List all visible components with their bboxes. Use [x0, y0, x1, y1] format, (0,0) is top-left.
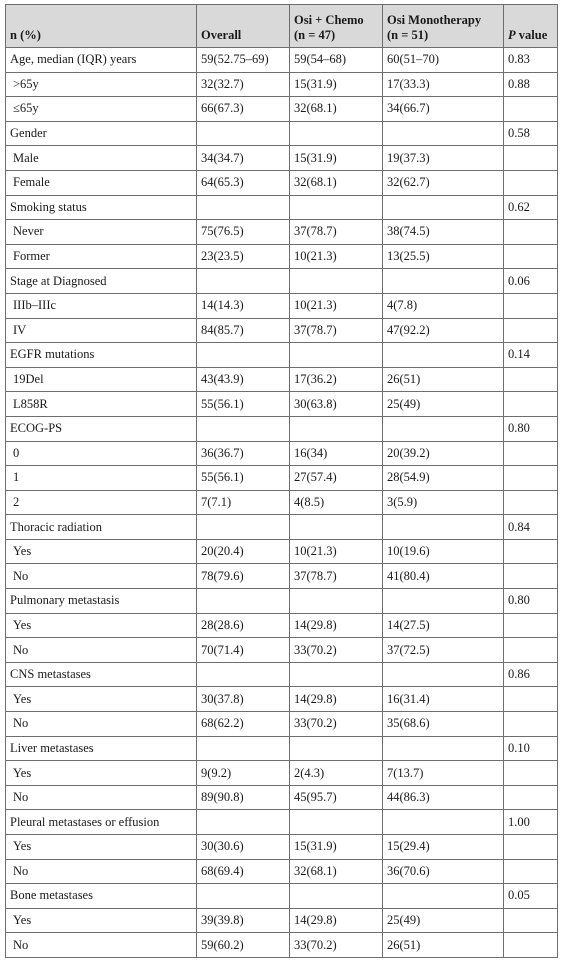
- cell-osi-mono: [383, 589, 504, 614]
- cell-variable: Yes: [6, 908, 197, 933]
- cell-overall: [197, 269, 290, 294]
- cell-osi-mono: 38(74.5): [383, 220, 504, 245]
- header-osi-chemo-line2: (n = 47): [294, 28, 336, 42]
- cell-p-value: [504, 97, 558, 122]
- cell-osi-mono: [383, 195, 504, 220]
- cell-osi-chemo: 17(36.2): [290, 367, 383, 392]
- cell-variable: IV: [6, 318, 197, 343]
- cell-osi-chemo: 14(29.8): [290, 687, 383, 712]
- subgroup-row: [6, 613, 558, 638]
- cell-osi-chemo: 15(31.9): [290, 146, 383, 171]
- cell-p-value: 0.58: [504, 121, 558, 146]
- cell-osi-mono: 36(70.6): [383, 859, 504, 884]
- cell-overall: 7(7.1): [197, 490, 290, 515]
- cell-p-value: [504, 392, 558, 417]
- cell-osi-mono: 25(49): [383, 392, 504, 417]
- cell-variable: Stage at Diagnosed: [6, 269, 197, 294]
- cell-osi-mono: [383, 736, 504, 761]
- cell-p-value: 0.88: [504, 72, 558, 97]
- cell-variable: Age, median (IQR) years: [6, 48, 197, 73]
- cell-p-value: 0.62: [504, 195, 558, 220]
- cell-osi-mono: 4(7.8): [383, 293, 504, 318]
- cell-p-value: 0.83: [504, 48, 558, 73]
- cell-overall: 28(28.6): [197, 613, 290, 638]
- cell-variable: Pulmonary metastasis: [6, 589, 197, 614]
- cell-variable: Bone metastases: [6, 884, 197, 909]
- cell-overall: 68(69.4): [197, 859, 290, 884]
- cell-p-value: [504, 638, 558, 663]
- cell-variable: No: [6, 712, 197, 737]
- cell-p-value: [504, 687, 558, 712]
- cell-osi-mono: 17(33.3): [383, 72, 504, 97]
- cell-variable: No: [6, 564, 197, 589]
- cell-variable: Liver metastases: [6, 736, 197, 761]
- cell-osi-mono: 32(62.7): [383, 170, 504, 195]
- cell-variable: ECOG-PS: [6, 416, 197, 441]
- cell-p-value: 0.80: [504, 416, 558, 441]
- cell-osi-mono: 3(5.9): [383, 490, 504, 515]
- cell-osi-mono: 19(37.3): [383, 146, 504, 171]
- subgroup-row: [6, 638, 558, 663]
- cell-overall: [197, 662, 290, 687]
- cell-osi-chemo: 15(31.9): [290, 835, 383, 860]
- cell-variable: No: [6, 638, 197, 663]
- cell-p-value: [504, 318, 558, 343]
- cell-variable: 2: [6, 490, 197, 515]
- cell-overall: [197, 416, 290, 441]
- cell-osi-mono: 16(31.4): [383, 687, 504, 712]
- category-row: [6, 195, 558, 220]
- cell-overall: [197, 121, 290, 146]
- cell-osi-mono: 34(66.7): [383, 97, 504, 122]
- subgroup-row: [6, 244, 558, 269]
- cell-osi-chemo: 33(70.2): [290, 638, 383, 663]
- header-osi-mono-line1: Osi Monotherapy: [387, 13, 482, 27]
- category-row: [6, 662, 558, 687]
- cell-p-value: [504, 785, 558, 810]
- cell-variable: L858R: [6, 392, 197, 417]
- cell-variable: IIIb–IIIc: [6, 293, 197, 318]
- cell-overall: 70(71.4): [197, 638, 290, 663]
- cell-osi-mono: 44(86.3): [383, 785, 504, 810]
- cell-osi-mono: 37(72.5): [383, 638, 504, 663]
- cell-osi-mono: 15(29.4): [383, 835, 504, 860]
- subgroup-row: [6, 539, 558, 564]
- cell-overall: 36(36.7): [197, 441, 290, 466]
- cell-osi-mono: 7(13.7): [383, 761, 504, 786]
- cell-variable: CNS metastases: [6, 662, 197, 687]
- cell-overall: 14(14.3): [197, 293, 290, 318]
- header-osi-monotherapy: [383, 5, 504, 48]
- cell-osi-chemo: [290, 269, 383, 294]
- cell-overall: [197, 515, 290, 540]
- category-row: [6, 810, 558, 835]
- cell-osi-chemo: [290, 736, 383, 761]
- cell-osi-chemo: 32(68.1): [290, 170, 383, 195]
- subgroup-row: [6, 367, 558, 392]
- category-row: [6, 48, 558, 73]
- cell-p-value: [504, 244, 558, 269]
- cell-variable: No: [6, 933, 197, 958]
- cell-variable: Gender: [6, 121, 197, 146]
- cell-osi-chemo: 10(21.3): [290, 539, 383, 564]
- cell-p-value: [504, 490, 558, 515]
- cell-variable: No: [6, 785, 197, 810]
- cell-variable: Male: [6, 146, 197, 171]
- baseline-characteristics-table-container: [5, 4, 557, 958]
- header-variable: n (%): [6, 5, 197, 48]
- header-row: [6, 5, 558, 48]
- cell-osi-mono: [383, 121, 504, 146]
- cell-osi-mono: 41(80.4): [383, 564, 504, 589]
- header-osi-mono-line2: (n = 51): [387, 28, 429, 42]
- cell-p-value: [504, 908, 558, 933]
- category-row: [6, 589, 558, 614]
- cell-p-value: [504, 466, 558, 491]
- cell-osi-chemo: 37(78.7): [290, 564, 383, 589]
- cell-p-value: [504, 441, 558, 466]
- cell-overall: 59(52.75–69): [197, 48, 290, 73]
- cell-osi-chemo: 14(29.8): [290, 908, 383, 933]
- cell-osi-mono: [383, 343, 504, 368]
- cell-osi-chemo: [290, 195, 383, 220]
- cell-osi-mono: 14(27.5): [383, 613, 504, 638]
- header-overall: Overall: [197, 5, 290, 48]
- cell-osi-mono: 13(25.5): [383, 244, 504, 269]
- category-row: [6, 343, 558, 368]
- cell-overall: 30(30.6): [197, 835, 290, 860]
- cell-overall: 39(39.8): [197, 908, 290, 933]
- cell-variable: ≤65y: [6, 97, 197, 122]
- cell-osi-chemo: [290, 662, 383, 687]
- cell-p-value: [504, 564, 558, 589]
- subgroup-row: [6, 785, 558, 810]
- cell-osi-chemo: 59(54–68): [290, 48, 383, 73]
- cell-p-value: 0.06: [504, 269, 558, 294]
- cell-variable: >65y: [6, 72, 197, 97]
- cell-variable: EGFR mutations: [6, 343, 197, 368]
- cell-p-value: [504, 146, 558, 171]
- cell-variable: 19Del: [6, 367, 197, 392]
- subgroup-row: [6, 908, 558, 933]
- cell-p-value: [504, 539, 558, 564]
- cell-overall: 34(34.7): [197, 146, 290, 171]
- category-row: [6, 269, 558, 294]
- cell-p-value: [504, 859, 558, 884]
- cell-overall: 75(76.5): [197, 220, 290, 245]
- cell-osi-chemo: [290, 589, 383, 614]
- subgroup-row: [6, 761, 558, 786]
- category-row: [6, 515, 558, 540]
- cell-p-value: [504, 613, 558, 638]
- cell-overall: [197, 884, 290, 909]
- category-row: [6, 416, 558, 441]
- cell-overall: 84(85.7): [197, 318, 290, 343]
- cell-osi-chemo: 33(70.2): [290, 712, 383, 737]
- subgroup-row: [6, 170, 558, 195]
- cell-overall: [197, 195, 290, 220]
- cell-variable: Yes: [6, 687, 197, 712]
- cell-variable: Yes: [6, 539, 197, 564]
- cell-overall: 68(62.2): [197, 712, 290, 737]
- cell-p-value: 0.80: [504, 589, 558, 614]
- subgroup-row: [6, 441, 558, 466]
- cell-osi-mono: [383, 810, 504, 835]
- cell-variable: Smoking status: [6, 195, 197, 220]
- cell-osi-chemo: 32(68.1): [290, 97, 383, 122]
- cell-osi-mono: [383, 269, 504, 294]
- cell-variable: Never: [6, 220, 197, 245]
- subgroup-row: [6, 933, 558, 958]
- cell-overall: 55(56.1): [197, 392, 290, 417]
- cell-osi-chemo: 33(70.2): [290, 933, 383, 958]
- cell-osi-mono: 26(51): [383, 367, 504, 392]
- cell-p-value: [504, 293, 558, 318]
- subgroup-row: [6, 293, 558, 318]
- subgroup-row: [6, 490, 558, 515]
- cell-variable: Former: [6, 244, 197, 269]
- header-osi-chemo: [290, 5, 383, 48]
- cell-osi-chemo: 27(57.4): [290, 466, 383, 491]
- subgroup-row: [6, 687, 558, 712]
- table-body: [6, 48, 558, 958]
- cell-osi-chemo: 16(34): [290, 441, 383, 466]
- cell-osi-chemo: 32(68.1): [290, 859, 383, 884]
- cell-p-value: [504, 712, 558, 737]
- cell-p-value: 1.00: [504, 810, 558, 835]
- cell-osi-chemo: [290, 884, 383, 909]
- cell-osi-mono: 60(51–70): [383, 48, 504, 73]
- subgroup-row: [6, 146, 558, 171]
- cell-osi-mono: 28(54.9): [383, 466, 504, 491]
- cell-osi-mono: [383, 662, 504, 687]
- cell-p-value: 0.86: [504, 662, 558, 687]
- cell-osi-chemo: 37(78.7): [290, 220, 383, 245]
- cell-osi-chemo: [290, 416, 383, 441]
- cell-overall: [197, 736, 290, 761]
- cell-osi-chemo: 10(21.3): [290, 244, 383, 269]
- category-row: [6, 884, 558, 909]
- cell-osi-mono: 26(51): [383, 933, 504, 958]
- cell-overall: 64(65.3): [197, 170, 290, 195]
- cell-osi-chemo: 2(4.3): [290, 761, 383, 786]
- cell-p-value: [504, 933, 558, 958]
- subgroup-row: [6, 72, 558, 97]
- cell-osi-chemo: [290, 515, 383, 540]
- cell-osi-mono: 20(39.2): [383, 441, 504, 466]
- cell-osi-mono: 25(49): [383, 908, 504, 933]
- cell-p-value: 0.10: [504, 736, 558, 761]
- cell-overall: 32(32.7): [197, 72, 290, 97]
- cell-p-value: 0.84: [504, 515, 558, 540]
- cell-p-value: 0.14: [504, 343, 558, 368]
- header-p-value: [504, 5, 558, 48]
- subgroup-row: [6, 466, 558, 491]
- cell-p-value: [504, 835, 558, 860]
- category-row: [6, 121, 558, 146]
- header-p-italic: P: [508, 28, 516, 42]
- header-p-rest: value: [515, 28, 548, 42]
- cell-overall: 30(37.8): [197, 687, 290, 712]
- cell-overall: [197, 343, 290, 368]
- cell-osi-mono: [383, 515, 504, 540]
- cell-osi-chemo: [290, 810, 383, 835]
- cell-osi-chemo: 10(21.3): [290, 293, 383, 318]
- cell-overall: 23(23.5): [197, 244, 290, 269]
- cell-overall: 59(60.2): [197, 933, 290, 958]
- cell-variable: Thoracic radiation: [6, 515, 197, 540]
- cell-overall: 89(90.8): [197, 785, 290, 810]
- cell-variable: Pleural metastases or effusion: [6, 810, 197, 835]
- cell-osi-mono: [383, 884, 504, 909]
- cell-osi-chemo: 30(63.8): [290, 392, 383, 417]
- cell-p-value: 0.05: [504, 884, 558, 909]
- subgroup-row: [6, 220, 558, 245]
- table-header: [6, 5, 558, 48]
- subgroup-row: [6, 318, 558, 343]
- cell-p-value: [504, 367, 558, 392]
- cell-osi-chemo: 4(8.5): [290, 490, 383, 515]
- cell-overall: 43(43.9): [197, 367, 290, 392]
- cell-osi-chemo: [290, 121, 383, 146]
- cell-variable: Yes: [6, 613, 197, 638]
- cell-osi-mono: 35(68.6): [383, 712, 504, 737]
- subgroup-row: [6, 392, 558, 417]
- subgroup-row: [6, 97, 558, 122]
- cell-overall: 9(9.2): [197, 761, 290, 786]
- cell-overall: 66(67.3): [197, 97, 290, 122]
- cell-overall: [197, 589, 290, 614]
- cell-variable: Yes: [6, 835, 197, 860]
- cell-osi-mono: 10(19.6): [383, 539, 504, 564]
- cell-overall: 55(56.1): [197, 466, 290, 491]
- header-osi-chemo-line1: Osi + Chemo: [294, 13, 364, 27]
- cell-p-value: [504, 220, 558, 245]
- subgroup-row: [6, 835, 558, 860]
- cell-osi-chemo: [290, 343, 383, 368]
- cell-overall: 20(20.4): [197, 539, 290, 564]
- cell-variable: 1: [6, 466, 197, 491]
- cell-variable: Yes: [6, 761, 197, 786]
- cell-variable: No: [6, 859, 197, 884]
- cell-osi-chemo: 37(78.7): [290, 318, 383, 343]
- subgroup-row: [6, 564, 558, 589]
- cell-p-value: [504, 761, 558, 786]
- cell-variable: Female: [6, 170, 197, 195]
- subgroup-row: [6, 712, 558, 737]
- cell-osi-mono: 47(92.2): [383, 318, 504, 343]
- cell-osi-mono: [383, 416, 504, 441]
- cell-p-value: [504, 170, 558, 195]
- cell-osi-chemo: 15(31.9): [290, 72, 383, 97]
- subgroup-row: [6, 859, 558, 884]
- cell-osi-chemo: 45(95.7): [290, 785, 383, 810]
- baseline-characteristics-table: [5, 4, 558, 958]
- cell-overall: 78(79.6): [197, 564, 290, 589]
- category-row: [6, 736, 558, 761]
- cell-overall: [197, 810, 290, 835]
- cell-osi-chemo: 14(29.8): [290, 613, 383, 638]
- cell-variable: 0: [6, 441, 197, 466]
